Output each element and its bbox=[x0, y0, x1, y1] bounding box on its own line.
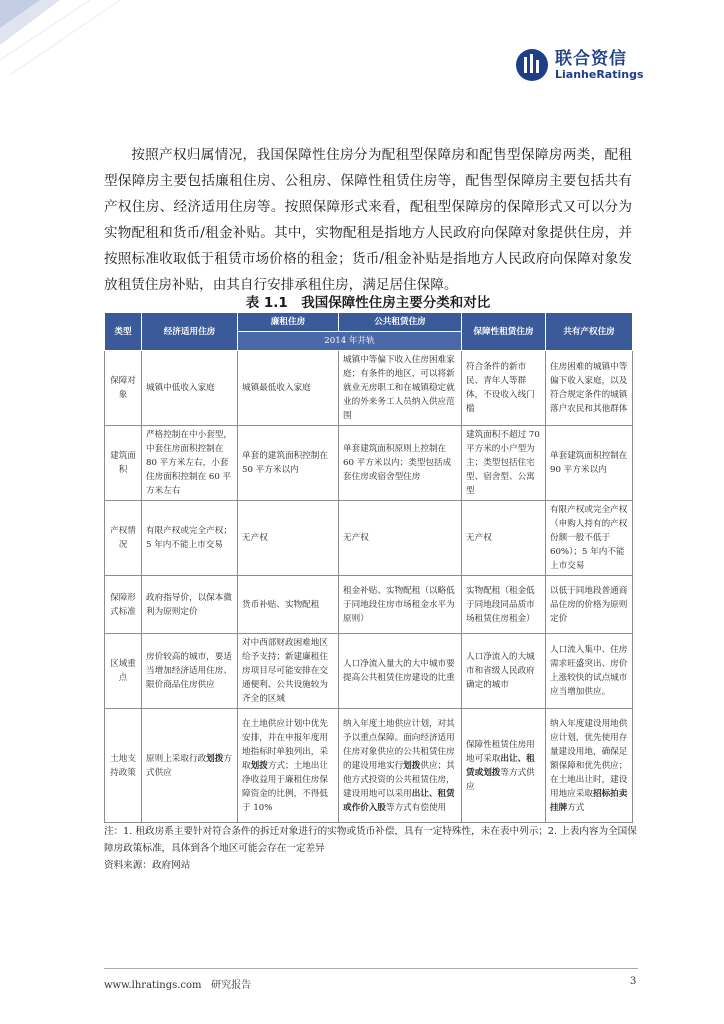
table-row bbox=[105, 709, 633, 823]
cell-low-rent: 单套的建筑面积控制在 50 平方米以内 bbox=[238, 426, 339, 501]
page-number: 3 bbox=[630, 976, 637, 987]
note-text: 注：1. 租政房系主要针对符合条件的拆迁对象进行的实物或货币补偿，具有一定特殊性，未在表中列示；2. 上表内容为全国保障房政策标准，具体到各个地区可能会存在一定差异 bbox=[104, 826, 637, 854]
corner-decoration bbox=[0, 0, 130, 75]
cell-shared: 纳入年度建设用地供应计划，优先使用存量建设用地，确保足额保障和优先供应；在土地出让时，建设用地应采取招标拍卖挂牌方式 bbox=[546, 709, 633, 823]
cell-shared: 住房困难的城镇中等偏下收入家庭，以及符合规定条件的城镇落户农民和其他群体 bbox=[546, 351, 633, 426]
cell-public: 城镇中等偏下收入住房困难家庭；有条件的地区，可以将新就业无房职工和在城镇稳定就业的外来务工人员纳入供应范围 bbox=[339, 351, 462, 426]
cell-economic: 严格控制在中小套型，中套住房面积控制在 80 平方米左右，小套住房面积控制在 60 平方米左右 bbox=[142, 426, 238, 501]
cell-low-rent: 城镇最低收入家庭 bbox=[238, 351, 339, 426]
cell-public: 纳入年度土地供应计划，对其予以重点保障。面向经济适用住房对象供应的公共租赁住房的建设用地实行划拨供应；其他方式投资的公共租赁住房，建设用地可以采用出让、租赁或作价入股等方式有偿使用 bbox=[339, 709, 462, 823]
table-title: 表 1.1 我国保障性住房主要分类和对比 bbox=[245, 295, 491, 311]
row-category: 保障形式标准 bbox=[105, 576, 142, 634]
footer-url[interactable]: www.lhratings.com bbox=[104, 980, 202, 991]
header-type: 类型 bbox=[105, 313, 142, 351]
housing-comparison-table bbox=[104, 312, 633, 823]
cell-rental: 人口净流入的大城市和省级人民政府确定的城市 bbox=[462, 634, 546, 709]
row-category: 保障对象 bbox=[105, 351, 142, 426]
cell-public: 无产权 bbox=[339, 501, 462, 576]
source-text: 资料来源：政府网站 bbox=[104, 860, 191, 871]
cell-shared: 单套建筑面积控制在 90 平方米以内 bbox=[546, 426, 633, 501]
footer-label: 研究报告 bbox=[211, 980, 252, 991]
cell-economic: 政府指导价，以保本微利为原则定价 bbox=[142, 576, 238, 634]
cell-economic: 有限产权或完全产权；5 年内不能上市交易 bbox=[142, 501, 238, 576]
logo-chinese-name: 联合资信 bbox=[555, 48, 627, 69]
company-logo bbox=[515, 48, 644, 82]
table-row bbox=[105, 351, 633, 426]
cell-shared: 人口流入集中、住房需求旺盛突出、房价上涨较快的试点城市应当增加供应。 bbox=[546, 634, 633, 709]
cell-rental: 无产权 bbox=[462, 501, 546, 576]
cell-low-rent: 货币补贴、实物配租 bbox=[238, 576, 339, 634]
table-row bbox=[105, 426, 633, 501]
table-row bbox=[105, 501, 633, 576]
row-category: 区域重点 bbox=[105, 634, 142, 709]
table-notes bbox=[104, 823, 644, 874]
cell-low-rent: 对中西部财政困难地区给予支持；新建廉租住房项目尽可能安排在交通便利、公共设施较为齐全的区域 bbox=[238, 634, 339, 709]
intro-paragraph: 按照产权归属情况，我国保障性住房分为配租型保障房和配售型保障房两类，配租型保障房主要包括廉租住房、公租房、保障性租赁住房等，配售型保障房主要包括共有产权住房、经济适用住房等。按照保障形式来看，配租型保障房的保障形式又可以分为实物配租和货币/租金补贴。其中，实物配租是指地方人民政府向保障对象提供住房，并按照标准收取低于租赁市场价格的租金；货币/租金补贴是指地方人民政府向保障对象发放租赁住房补贴，由其自行安排承租住房，满足居住保障。 bbox=[104, 147, 632, 293]
row-category: 土地支持政策 bbox=[105, 709, 142, 823]
header-economic-housing: 经济适用住房 bbox=[142, 313, 238, 351]
cell-low-rent: 无产权 bbox=[238, 501, 339, 576]
cell-public: 人口净流入量大的大中城市要提高公共租赁住房建设的比重 bbox=[339, 634, 462, 709]
footer-info bbox=[104, 976, 251, 991]
cell-low-rent: 在土地供应计划中优先安排，并在申报年度用地指标时单独列出，采取划拨方式；土地出让净收益用于廉租住房保障资金的比例，不得低于 10% bbox=[238, 709, 339, 823]
cell-economic: 城镇中低收入家庭 bbox=[142, 351, 238, 426]
row-category: 产权情况 bbox=[105, 501, 142, 576]
table-row bbox=[105, 634, 633, 709]
row-category: 建筑面积 bbox=[105, 426, 142, 501]
cell-shared: 有限产权或完全产权（申购人持有的产权份额一般不低于 60%）；5 年内不能上市交易 bbox=[546, 501, 633, 576]
cell-economic: 房价较高的城市，要适当增加经济适用住房、限价商品住房供应 bbox=[142, 634, 238, 709]
logo-mark-icon bbox=[515, 48, 549, 82]
cell-economic: 原则上采取行政划拨方式供应 bbox=[142, 709, 238, 823]
logo-english-name: LianheRatings bbox=[555, 67, 644, 81]
header-affordable-rental-housing: 保障性租赁住房 bbox=[462, 313, 546, 351]
cell-shared: 以低于同地段普通商品住房的价格为原则定价 bbox=[546, 576, 633, 634]
cell-public: 单套建筑面积原则上控制在 60 平方米以内；类型包括成套住房或宿舍型住房 bbox=[339, 426, 462, 501]
header-low-rent-housing: 廉租住房 bbox=[238, 313, 339, 332]
cell-rental: 保障性租赁住房用地可采取出让、租赁或划拨等方式供应 bbox=[462, 709, 546, 823]
cell-rental: 实物配租（租金低于同地段同品质市场租赁住房租金） bbox=[462, 576, 546, 634]
cell-public: 租金补贴、实物配租（以略低于同地段住房市场租金水平为原则） bbox=[339, 576, 462, 634]
footer-divider bbox=[104, 968, 638, 969]
table-row bbox=[105, 576, 633, 634]
cell-rental: 建筑面积不超过 70 平方米的小户型为主；类型包括住宅型、宿舍型、公寓型 bbox=[462, 426, 546, 501]
header-public-rental-housing: 公共租赁住房 bbox=[339, 313, 462, 332]
cell-rental: 符合条件的新市民、青年人等群体，不设收入线门槛 bbox=[462, 351, 546, 426]
header-shared-ownership-housing: 共有产权住房 bbox=[546, 313, 633, 351]
header-merged-2014: 2014 年并轨 bbox=[238, 332, 462, 351]
